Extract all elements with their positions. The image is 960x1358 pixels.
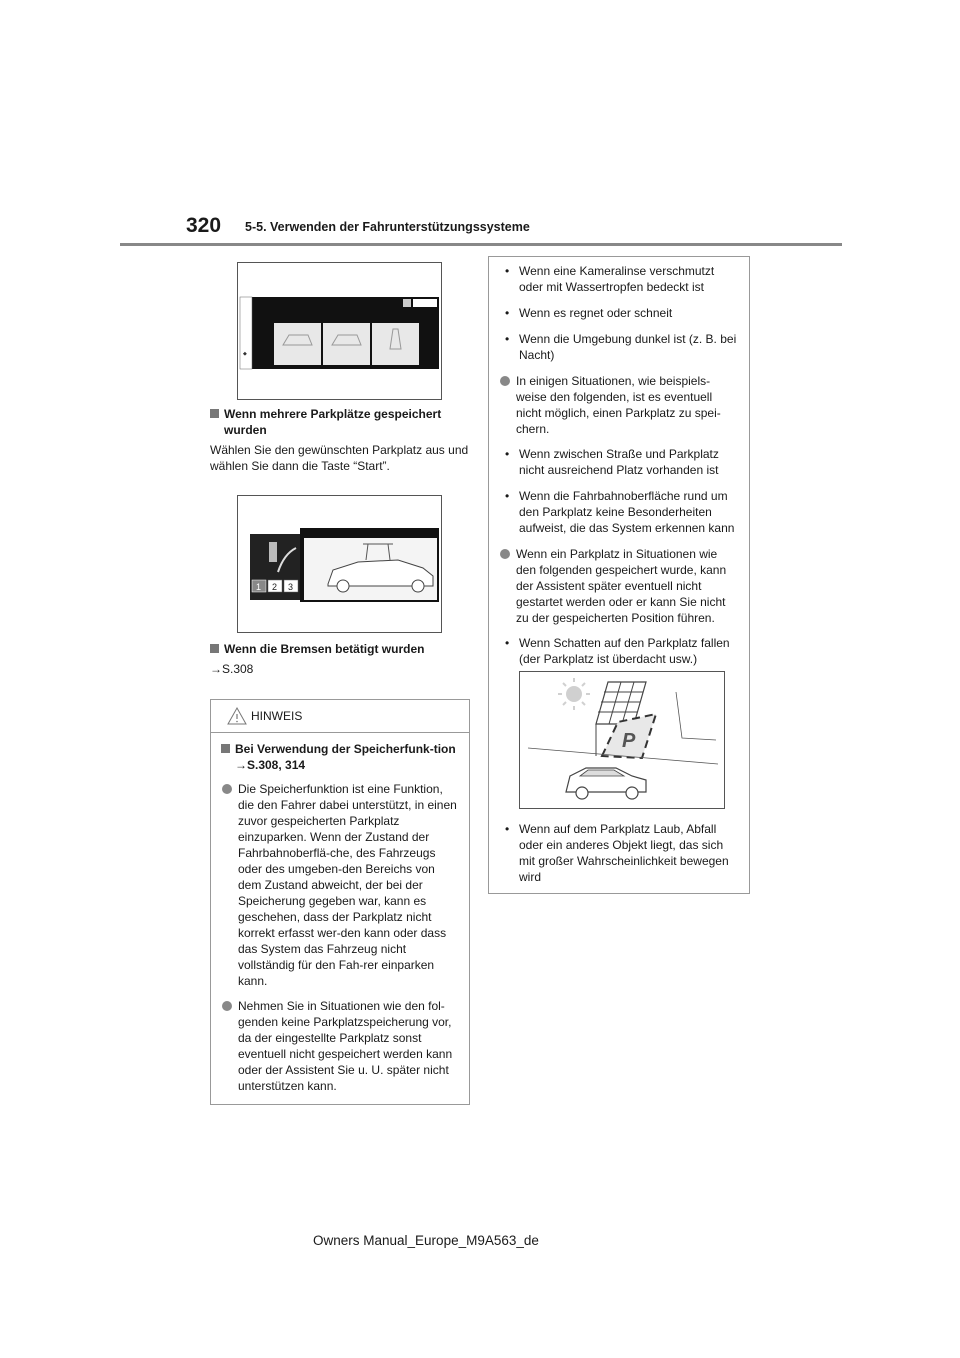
right-notice-continuation: [488, 256, 750, 894]
slot-label-1: 1: [256, 582, 262, 592]
warning-triangle-icon: [227, 706, 247, 726]
list-item: • Wenn Schatten auf den Parkplatz fallen (der Parkplatz ist überdacht usw.): [505, 636, 730, 666]
circle-bullet-icon: [222, 784, 232, 794]
right-column: [488, 256, 750, 894]
notice-header: [221, 700, 459, 732]
slot-label-3: 3: [288, 582, 294, 592]
svg-text:◆: ◆: [243, 351, 247, 357]
square-bullet-icon: [210, 644, 219, 653]
square-bullet-icon: [210, 409, 219, 418]
square-bullet-icon: [221, 744, 230, 753]
ref-brakes: →S.308: [210, 662, 254, 676]
circle-bullet-icon: [500, 376, 510, 386]
page-number: 320: [186, 214, 222, 237]
para-select-slot: Wählen Sie den gewünschten Parkplatz aus und wählen Sie dann die Taste “Start”.: [210, 443, 469, 473]
subhead-brakes: Wenn die Bremsen betätigt wurden: [210, 641, 470, 657]
notice-subhead: Bei Verwendung der Speicherfunk-tion →S.308, 314: [221, 741, 459, 773]
circle-bullet-icon: [222, 1001, 232, 1011]
circle-bullet-icon: [500, 549, 510, 559]
notice-bullet-2: Nehmen Sie in Situationen wie den fol-genden keine Parkplatzspeicherung vor, da der eingestellte Parkplatz sonst eventuell nicht gespeichert werden kann oder der Assistent Sie u. U. später nicht unterstützen kann.: [221, 998, 459, 1094]
list-item: • Wenn die Fahrbahnoberfläche rund um den Parkplatz keine Besonderheiten aufweist, die das System erkennen kann: [505, 489, 735, 535]
left-column: [210, 262, 470, 1105]
footer-text: Owners Manual_Europe_M9A563_de: [313, 1233, 539, 1248]
notice-title: HINWEIS: [251, 709, 303, 723]
bullet-cannot-store: In einigen Situationen, wie beispiels-weise den folgenden, ist es eventuell nicht möglich, einen Parkplatz zu spei-chern.: [499, 373, 739, 437]
parking-p-label: P: [622, 730, 636, 752]
list-item: • Wenn auf dem Parkplatz Laub, Abfall oder ein anderes Objekt liegt, das sich mit großer Wahrscheinlichkeit bewegen wird: [505, 822, 729, 884]
list-item: • Wenn eine Kameralinse verschmutzt oder mit Wassertropfen bedeckt ist: [505, 264, 715, 294]
notice-bullet-1: Die Speicherfunktion ist eine Funktion, die den Fahrer dabei unterstützt, in einen zuvor gespeicherten Parkplatz einzuparken. Wenn der Zustand der Fahrbahnoberflä-che, des Fahrzeugs oder des umgeben-den Bereichs von dem Zustand abweicht, der bei der Speicherung gegeben war, kann es geschehen, dass der Parkplatz nicht korrekt erfasst wer-den kann oder dass das System das Fahrzeug nicht vollständig für den Fah-rer einparken kann.: [221, 781, 459, 989]
list-item: • Wenn zwischen Straße und Parkplatz nicht ausreichend Platz vorhanden ist: [505, 447, 719, 477]
header-rule: [120, 243, 842, 246]
slot-label-2: 2: [272, 582, 278, 592]
bullet-assistant-fail: Wenn ein Parkplatz in Situationen wie den folgenden gespeichert wurde, kann der Assistent später eventuell nicht gestartet werden oder er kann Sie nicht zu der gespeicherten Position führen.: [499, 546, 739, 626]
parking-slot-selection-figure: [237, 262, 442, 400]
section-title: 5-5. Verwenden der Fahrunterstützungssysteme: [245, 220, 530, 234]
car-icon: [566, 768, 646, 799]
notice-divider: [211, 732, 469, 733]
car-parking-figure: [237, 495, 442, 633]
subhead-multiple-slots: Wenn mehrere Parkplätze gespeichert wurden: [210, 406, 470, 438]
list-item: • Wenn die Umgebung dunkel ist (z. B. bei Nacht): [505, 332, 737, 362]
sun-icon: [558, 678, 590, 710]
notice-box: [210, 699, 470, 1105]
shadow-parking-figure: [519, 671, 725, 809]
list-item: • Wenn es regnet oder schneit: [505, 306, 673, 320]
